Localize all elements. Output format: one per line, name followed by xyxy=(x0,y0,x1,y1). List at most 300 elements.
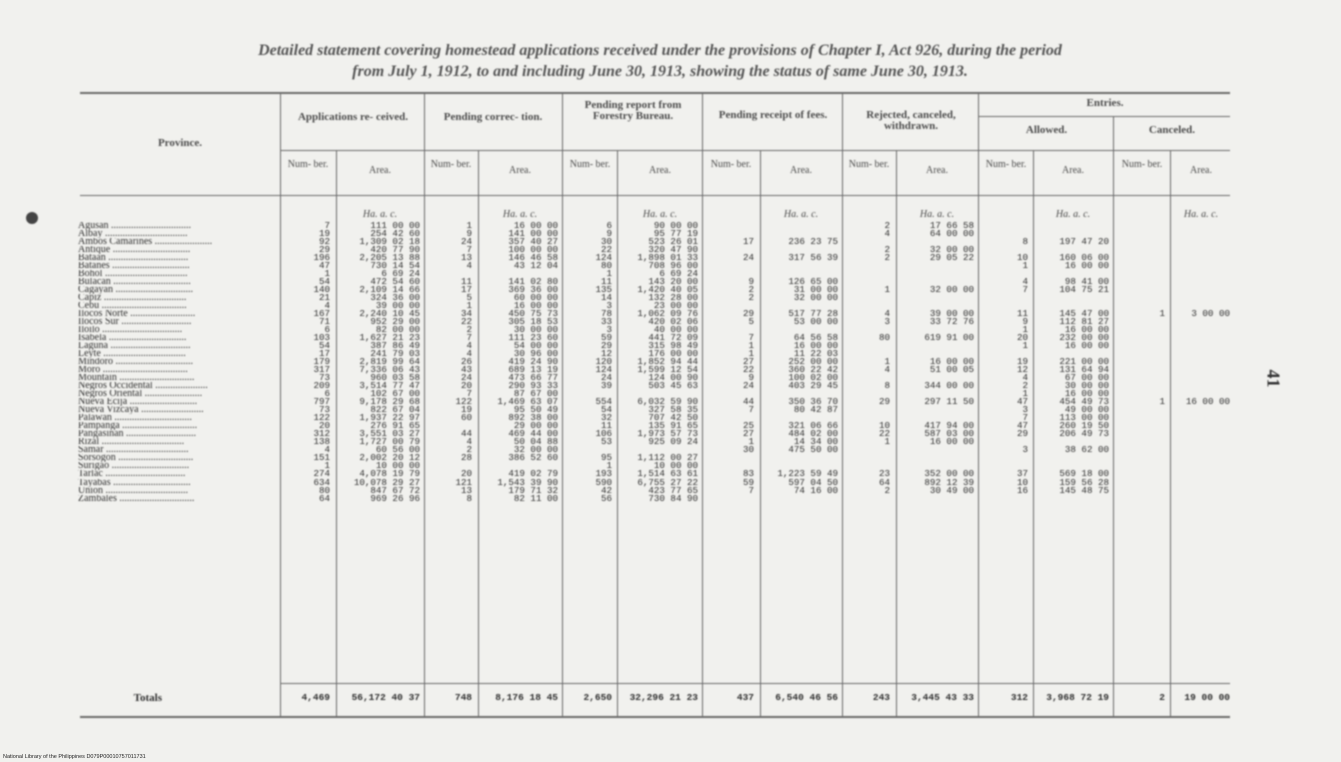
table-cell: 597 04 50 xyxy=(788,476,838,488)
table-cell: 19 xyxy=(460,404,472,416)
table-cell xyxy=(1174,414,1230,422)
table-bottom-rule xyxy=(80,716,1230,718)
table-cell: 13 xyxy=(460,252,472,264)
table-cell: 822 67 04 xyxy=(370,404,420,416)
table-cell: 386 52 60 xyxy=(508,452,558,464)
table-cell: 4 xyxy=(884,364,890,376)
table-cell: 420 02 06 xyxy=(648,316,698,328)
table-cell: 419 02 79 xyxy=(508,468,558,480)
subheader-area: Area. xyxy=(926,165,948,176)
table-cell: 124 00 90 xyxy=(648,372,698,384)
header-bottom-rule xyxy=(80,195,1230,196)
table-cell: 24 xyxy=(460,372,472,384)
col-divider xyxy=(842,94,843,716)
table-cell: 232 00 00 xyxy=(1059,332,1109,344)
province-name: Union ................................. xyxy=(78,486,188,495)
table-cell: 16 00 00 xyxy=(1064,340,1109,352)
table-cell: 252 00 00 xyxy=(788,356,838,368)
table-cell: 42 xyxy=(600,484,612,496)
table-cell xyxy=(706,262,754,270)
table-cell xyxy=(1117,270,1165,278)
unit-caption: Ha. a. c. xyxy=(783,209,819,220)
table-cell xyxy=(1174,487,1230,495)
table-cell xyxy=(982,270,1028,278)
table-cell xyxy=(1117,342,1165,350)
table-cell: 1,543 39 90 xyxy=(497,476,558,488)
table-cell: 44 xyxy=(742,396,754,408)
table-cell: 167 xyxy=(313,308,330,320)
table-cell: 960 03 58 xyxy=(370,372,420,384)
col-canceled-area xyxy=(1174,222,1230,503)
table-cell xyxy=(1174,495,1230,503)
table-cell: 32 00 00 xyxy=(929,284,974,296)
header-canceled: Canceled. xyxy=(1148,124,1196,136)
table-cell: 43 12 04 xyxy=(513,260,558,272)
table-cell: 1 xyxy=(466,220,472,231)
table-cell: 124 xyxy=(595,252,612,264)
table-cell xyxy=(1037,222,1109,230)
table-cell xyxy=(1117,374,1165,382)
table-cell: 730 14 54 xyxy=(370,260,420,272)
table-cell: 12 xyxy=(600,348,612,360)
table-cell: 120 xyxy=(595,356,612,368)
total-applications-number: 4,469 xyxy=(301,692,330,703)
subheader-area: Area. xyxy=(1062,165,1084,176)
table-cell: 1 xyxy=(884,284,890,296)
table-cell: 1 xyxy=(1022,340,1028,352)
table-cell: 274 xyxy=(313,468,330,480)
table-cell: 74 16 00 xyxy=(793,484,838,496)
table-cell: 47 xyxy=(1016,420,1028,432)
table-cell: 969 26 96 xyxy=(370,492,420,504)
table-cell xyxy=(1174,406,1230,414)
table-top-rule xyxy=(80,92,1230,94)
table-cell xyxy=(1117,366,1165,374)
table-cell: 441 72 09 xyxy=(648,332,698,344)
province-name: Palawan ............................... xyxy=(78,414,192,423)
table-cell xyxy=(1117,358,1165,366)
table-cell: 3 xyxy=(606,300,612,312)
table-cell: 95 50 49 xyxy=(513,404,558,416)
table-cell: 10 xyxy=(1016,476,1028,488)
header-pending-report: Pending report from Forestry Bureau. xyxy=(584,99,682,122)
table-cell: 60 xyxy=(460,412,472,424)
col-divider xyxy=(562,94,563,716)
table-cell: 1 xyxy=(884,356,890,368)
table-cell: 6 69 24 xyxy=(659,268,698,280)
table-cell: 2 xyxy=(466,444,472,456)
table-cell: 33 72 76 xyxy=(929,316,974,328)
col-applications-number xyxy=(284,222,330,503)
province-name: Antique ............................... xyxy=(78,246,191,255)
table-cell xyxy=(706,454,754,462)
table-cell: 20 xyxy=(1016,332,1028,344)
table-cell: 23 xyxy=(878,468,890,480)
table-cell: 47 xyxy=(318,260,330,272)
table-cell: 3 xyxy=(606,324,612,336)
table-cell: 3,551 03 27 xyxy=(359,428,420,440)
table-cell: 350 36 70 xyxy=(788,396,838,408)
table-cell: 19 xyxy=(1016,356,1028,368)
table-cell xyxy=(1117,414,1165,422)
table-cell: 7 xyxy=(748,404,754,416)
table-cell: 22 xyxy=(600,244,612,256)
table-cell: 9 xyxy=(1022,316,1028,328)
province-name: Negros Oriental ....................... xyxy=(78,390,203,399)
table-cell xyxy=(900,446,974,454)
table-cell: 11 xyxy=(600,276,612,288)
province-name: Ilocos Sur ............................ xyxy=(78,318,192,327)
province-name: Nueva Ecija ........................... xyxy=(78,398,198,407)
col-divider xyxy=(280,94,281,716)
table-cell xyxy=(846,262,890,270)
table-cell: 5 xyxy=(466,292,472,304)
table-cell: 8 xyxy=(466,492,472,504)
table-cell: 29 xyxy=(878,396,890,408)
province-name: Laguna ................................ xyxy=(78,342,191,351)
table-cell: 193 xyxy=(595,468,612,480)
table-cell: 24 xyxy=(460,236,472,248)
table-cell: 2,002 20 12 xyxy=(359,452,420,464)
table-cell: 6 xyxy=(606,220,612,231)
table-cell: 29 05 22 xyxy=(929,252,974,264)
table-cell: 892 12 39 xyxy=(924,476,974,488)
table-cell: 11 xyxy=(1016,308,1028,320)
table-cell: 419 24 90 xyxy=(508,356,558,368)
unit-caption: Ha. a. c. xyxy=(642,209,678,220)
table-cell: 12 xyxy=(1016,364,1028,376)
table-cell: 797 xyxy=(313,396,330,408)
col-divider xyxy=(424,94,425,716)
table-cell xyxy=(762,495,838,503)
table-cell xyxy=(1117,302,1165,310)
subheader-number: Num- ber. xyxy=(1121,159,1163,170)
table-cell xyxy=(900,495,974,503)
table-cell: 80 xyxy=(878,332,890,344)
table-cell xyxy=(1117,422,1165,430)
table-cell: 1,062 09 76 xyxy=(637,308,698,320)
table-cell: 454 49 73 xyxy=(1059,396,1109,408)
total-canceled-area: 19 00 00 xyxy=(1184,692,1230,703)
table-cell xyxy=(1174,430,1230,438)
table-cell: 236 23 75 xyxy=(788,236,838,248)
table-cell: 2 xyxy=(884,220,890,231)
document-title xyxy=(60,40,1260,82)
table-cell: 1,727 00 79 xyxy=(359,436,420,448)
total-pending-correction-number: 748 xyxy=(454,692,472,703)
table-cell: 141 00 00 xyxy=(508,228,558,240)
table-cell: 3 xyxy=(1022,444,1028,456)
table-cell: 1,937 22 97 xyxy=(359,412,420,424)
table-cell: 10 xyxy=(1016,252,1028,264)
totals-top-rule xyxy=(280,683,1230,684)
table-cell xyxy=(1117,278,1165,286)
table-cell: 146 46 58 xyxy=(508,252,558,264)
table-cell xyxy=(1174,246,1230,254)
table-cell xyxy=(1174,446,1230,454)
table-cell: 6 xyxy=(324,388,330,400)
table-cell xyxy=(762,222,838,230)
table-cell: 51 00 05 xyxy=(929,364,974,376)
table-cell: 517 77 28 xyxy=(788,308,838,320)
table-cell: 9 xyxy=(606,228,612,240)
table-cell: 49 00 00 xyxy=(1064,404,1109,416)
table-cell: 73 xyxy=(318,404,330,416)
table-cell: 6 69 24 xyxy=(381,268,420,280)
table-cell: 7 xyxy=(1022,412,1028,424)
table-cell: 4 xyxy=(466,340,472,352)
table-cell xyxy=(1117,495,1165,503)
table-cell: 95 xyxy=(600,452,612,464)
total-rejected-number: 243 xyxy=(872,692,890,703)
subheader-rule xyxy=(280,150,1230,151)
table-cell: 24 xyxy=(600,372,612,384)
table-cell: 9 xyxy=(466,228,472,240)
table-cell: 1 xyxy=(466,300,472,312)
header-entries: Entries. xyxy=(1086,97,1124,109)
table-cell: 1,420 40 05 xyxy=(637,284,698,296)
total-rejected-area: 3,445 43 33 xyxy=(911,692,974,703)
table-cell: 22 xyxy=(742,364,754,376)
table-cell: 1 xyxy=(324,460,330,472)
subheader-number: Num- ber. xyxy=(430,159,472,170)
table-cell xyxy=(706,495,754,503)
table-cell: 7 xyxy=(466,388,472,400)
subheader-area: Area. xyxy=(649,165,671,176)
subheader-area: Area. xyxy=(1190,165,1212,176)
table-cell xyxy=(846,454,890,462)
punch-hole-mark xyxy=(26,212,38,224)
table-cell: 16 00 00 xyxy=(793,340,838,352)
table-cell: 32 00 00 xyxy=(929,244,974,256)
table-cell xyxy=(900,262,974,270)
table-cell: 17 xyxy=(460,284,472,296)
table-cell xyxy=(1174,366,1230,374)
table-cell xyxy=(762,262,838,270)
table-cell xyxy=(1174,286,1230,294)
table-cell xyxy=(1174,350,1230,358)
table-cell: 2,205 13 88 xyxy=(359,252,420,264)
table-cell xyxy=(900,406,974,414)
table-cell xyxy=(846,278,890,286)
table-cell: 27 xyxy=(742,356,754,368)
table-cell xyxy=(1117,326,1165,334)
table-cell: 1,309 02 18 xyxy=(359,236,420,248)
table-cell: 30 49 00 xyxy=(929,484,974,496)
table-cell: 54 xyxy=(600,404,612,416)
table-cell xyxy=(1117,406,1165,414)
table-cell: 22 xyxy=(878,428,890,440)
table-cell: 16 00 00 xyxy=(1064,324,1109,336)
table-cell: 1,898 01 33 xyxy=(637,252,698,264)
table-cell: 39 xyxy=(600,380,612,392)
table-cell xyxy=(1174,422,1230,430)
table-cell xyxy=(706,326,754,334)
table-cell: 44 xyxy=(460,428,472,440)
archive-footer: National Library of the Philippines D079P00010757011731 xyxy=(3,754,146,760)
total-pending-receipt-area: 6,540 46 56 xyxy=(775,692,838,703)
table-cell: 60 56 00 xyxy=(375,444,420,456)
unit-caption: Ha. a. c. xyxy=(362,209,398,220)
col-rejected-number xyxy=(846,222,890,503)
total-applications-area: 56,172 40 37 xyxy=(351,692,420,703)
col-allowed-area xyxy=(1037,222,1109,503)
col-rejected-area xyxy=(900,222,974,503)
table-cell: 64 56 58 xyxy=(793,332,838,344)
province-name: Surigao ............................... xyxy=(78,462,190,471)
table-cell: 7,336 06 43 xyxy=(359,364,420,376)
table-cell: 1,599 12 54 xyxy=(637,364,698,376)
table-cell xyxy=(1117,230,1165,238)
table-cell: 17 xyxy=(742,236,754,248)
col-divider xyxy=(478,150,479,716)
col-pending-receipt-number xyxy=(706,222,754,503)
col-pending-correction-number xyxy=(428,222,472,503)
table-cell: 1,112 00 27 xyxy=(637,452,698,464)
table-cell xyxy=(1117,318,1165,326)
province-name: Moro .................................. xyxy=(78,366,188,375)
table-cell xyxy=(982,294,1028,302)
title-line-1: Detailed statement covering homestead applications received under the provisions of Chapter I, Act 926, during the period xyxy=(258,42,1062,59)
table-cell: 1 xyxy=(606,460,612,472)
table-cell: 16 00 00 xyxy=(1064,260,1109,272)
col-divider xyxy=(1033,150,1034,716)
table-cell xyxy=(1174,326,1230,334)
table-cell: 7 xyxy=(748,332,754,344)
province-name: Batanes ............................... xyxy=(78,262,190,271)
totals-label: Totals xyxy=(133,692,162,704)
table-cell: 21 xyxy=(318,292,330,304)
table-cell: 3 xyxy=(1022,404,1028,416)
table-cell: 80 xyxy=(600,260,612,272)
subheader-area: Area. xyxy=(790,165,812,176)
table-cell xyxy=(900,342,974,350)
table-cell xyxy=(982,454,1028,462)
table-cell: 619 91 00 xyxy=(924,332,974,344)
table-cell: 83 xyxy=(742,468,754,480)
unit-caption: Ha. a. c. xyxy=(1183,209,1219,220)
table-cell: 469 44 00 xyxy=(508,428,558,440)
table-cell: 387 86 49 xyxy=(370,340,420,352)
table-cell xyxy=(846,495,890,503)
table-cell: 689 13 19 xyxy=(508,364,558,376)
table-cell: 1 xyxy=(748,436,754,448)
table-cell: 2,819 99 64 xyxy=(359,356,420,368)
table-cell: 151 xyxy=(313,452,330,464)
col-divider xyxy=(978,94,979,716)
table-cell: 11 xyxy=(460,276,472,288)
subheader-area: Area. xyxy=(369,165,391,176)
table-cell: 16 00 00 xyxy=(929,356,974,368)
table-cell: 34 xyxy=(460,308,472,320)
table-cell: 71 xyxy=(318,316,330,328)
table-cell: 327 58 35 xyxy=(648,404,698,416)
table-cell: 1 xyxy=(884,436,890,448)
table-cell xyxy=(1174,479,1230,487)
table-cell xyxy=(1117,222,1165,230)
page-number: 41 xyxy=(1263,369,1284,388)
table-cell xyxy=(1174,238,1230,246)
table-cell: 8 xyxy=(1022,236,1028,248)
table-cell: 10 xyxy=(878,420,890,432)
table-cell: 4 xyxy=(1022,276,1028,288)
province-name: Isabela ............................... xyxy=(78,334,187,343)
table-cell: 106 xyxy=(595,428,612,440)
table-cell: 369 36 00 xyxy=(508,284,558,296)
table-cell: 420 77 90 xyxy=(370,244,420,256)
table-cell: 423 77 65 xyxy=(648,484,698,496)
table-cell: 159 56 28 xyxy=(1059,476,1109,488)
table-cell: 54 xyxy=(318,340,330,352)
table-cell: 569 18 00 xyxy=(1059,468,1109,480)
subheader-number: Num- ber. xyxy=(710,159,752,170)
table-cell xyxy=(1117,294,1165,302)
table-cell: 1,514 63 61 xyxy=(637,468,698,480)
table-cell: 206 49 73 xyxy=(1059,428,1109,440)
table-cell: 357 40 27 xyxy=(508,236,558,248)
table-cell: 132 28 00 xyxy=(648,292,698,304)
table-cell xyxy=(1117,470,1165,478)
province-name: Negros Occidental ..................... xyxy=(78,382,208,391)
table-cell: 135 91 65 xyxy=(648,420,698,432)
table-cell: 4 xyxy=(466,260,472,272)
entries-rule xyxy=(978,116,1230,117)
table-cell: 131 64 94 xyxy=(1059,364,1109,376)
col-divider xyxy=(1170,150,1171,716)
table-cell xyxy=(1174,374,1230,382)
table-cell: 2 xyxy=(884,244,890,256)
table-cell: 4 xyxy=(324,444,330,456)
table-cell: 417 94 00 xyxy=(924,420,974,432)
subheader-number: Num- ber. xyxy=(848,159,890,170)
table-cell: 16 00 00 xyxy=(513,300,558,312)
province-name: Ambos Camarines ....................... xyxy=(78,238,213,247)
table-cell: 305 18 53 xyxy=(508,316,558,328)
table-cell: 4 xyxy=(1022,372,1028,384)
table-cell: 1,627 21 23 xyxy=(359,332,420,344)
table-cell: 925 09 24 xyxy=(648,436,698,448)
table-cell xyxy=(1174,470,1230,478)
table-cell: 3 xyxy=(884,316,890,328)
table-cell: 952 29 00 xyxy=(370,316,420,328)
table-cell: 14 34 00 xyxy=(793,436,838,448)
subheader-area: Area. xyxy=(509,165,531,176)
table-cell: 2 xyxy=(884,252,890,264)
table-cell: 1 xyxy=(748,340,754,352)
table-cell: 112 81 27 xyxy=(1059,316,1109,328)
table-cell: 484 02 00 xyxy=(788,428,838,440)
table-cell: 124 xyxy=(595,364,612,376)
table-cell: 82 00 00 xyxy=(375,324,420,336)
table-cell: 587 03 00 xyxy=(924,428,974,440)
table-cell: 56 xyxy=(600,492,612,504)
table-cell xyxy=(846,374,890,382)
table-cell: 73 xyxy=(318,372,330,384)
table-cell: 179 xyxy=(313,356,330,368)
table-cell: 707 42 50 xyxy=(648,412,698,424)
table-cell: 59 xyxy=(600,332,612,344)
col-pending-report-number xyxy=(566,222,612,503)
province-name: Samar ................................. xyxy=(78,446,189,455)
total-pending-report-area: 32,296 21 23 xyxy=(629,692,698,703)
table-cell: 111 00 00 xyxy=(370,220,420,231)
table-cell: 9,178 29 68 xyxy=(359,396,420,408)
table-cell: 59 xyxy=(742,476,754,488)
col-divider xyxy=(896,150,897,716)
table-cell: 176 00 00 xyxy=(648,348,698,360)
table-cell xyxy=(900,454,974,462)
table-cell: 23 00 00 xyxy=(653,300,698,312)
